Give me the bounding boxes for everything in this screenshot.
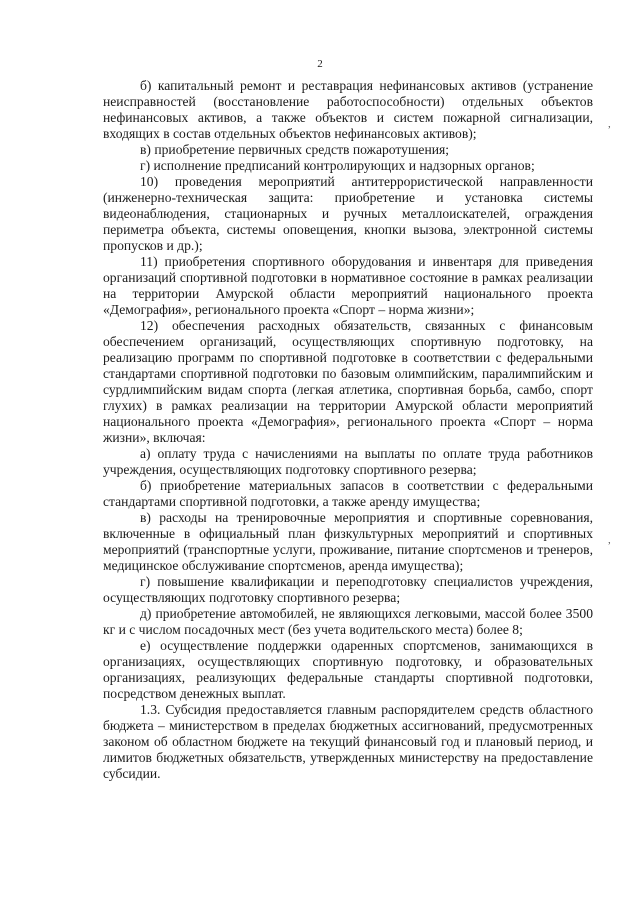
margin-mark: ,: [608, 118, 611, 130]
paragraph-10-antiterror: 10) проведения мероприятий антитеррористической направленности (инженерно-техническая защита: приобретение и установка системы видеонаблюдения, стационарных и ручных металлоискателей, ограждения периметра объекта, системы оповещения, кнопки вызова, электронной системы пропусков и др.);: [103, 174, 593, 253]
paragraph-e-athlete-support: е) осуществление поддержки одаренных спортсменов, занимающихся в организациях, осуществляющих спортивную подготовку, и образовательных организациях, реализующих федеральные стандарты спортивной подготовки, посредством денежных выплат.: [103, 638, 593, 701]
paragraph-d-vehicles: д) приобретение автомобилей, не являющихся легковыми, массой более 3500 кг и с числом посадочных мест (без учета водительского места) более 8;: [103, 606, 593, 637]
paragraph-v-training-events: в) расходы на тренировочные мероприятия и спортивные соревнования, включенные в официальный план физкультурных мероприятий и спортивных мероприятий (транспортные услуги, проживание, питание спортсменов и тренеров, медицинское обслуживание спортсменов, аренда имущества);: [103, 510, 593, 573]
margin-mark: ,: [608, 534, 611, 546]
page-number: 2: [317, 58, 323, 70]
paragraph-a-salaries: а) оплату труда с начислениями на выплаты по оплате труда работников учреждения, осуществляющих подготовку спортивного резерва;: [103, 446, 593, 477]
paragraph-b-capital-repair: б) капитальный ремонт и реставрация нефинансовых активов (устранение неисправностей (восстановление работоспособности) отдельных объектов нефинансовых активов, а также объектов и систем пожарной сигнализации, входящих в состав отдельных объектов нефинансовых активов);: [103, 78, 593, 141]
paragraph-11-sports-equipment: 11) приобретения спортивного оборудования и инвентаря для приведения организаций спортивной подготовки в нормативное состояние в рамках реализации на территории Амурской области мероприятий национального проекта «Демография», регионального проекта «Спорт – норма жизни»;: [103, 254, 593, 317]
paragraph-b-materials: б) приобретение материальных запасов в соответствии с федеральными стандартами спортивной подготовки, а также аренду имущества;: [103, 478, 593, 509]
document-body: [103, 78, 593, 782]
paragraph-12-expenditure: 12) обеспечения расходных обязательств, связанных с финансовым обеспечением организаций, осуществляющих спортивную подготовку, на реализацию программ по спортивной подготовке в соответствии с федеральными стандартами спортивной подготовки по базовым олимпийским, паралимпийским и сурдлимпийским видам спорта (легкая атлетика, спортивная борьба, самбо, спорт глухих) в рамках реализации на территории Амурской области мероприятий национального проекта «Демография», регионального проекта «Спорт – норма жизни», включая:: [103, 318, 593, 445]
paragraph-1-3-subsidy: 1.3. Субсидия предоставляется главным распорядителем средств областного бюджета – министерством в пределах бюджетных ассигнований, предусмотренных законом об областном бюджете на текущий финансовый год и плановый период, и лимитов бюджетных обязательств, утвержденных министерству на предоставление субсидии.: [103, 702, 593, 781]
paragraph-g-qualification: г) повышение квалификации и переподготовку специалистов учреждения, осуществляющих подготовку спортивного резерва;: [103, 574, 593, 605]
paragraph-v-fire-extinguishing: в) приобретение первичных средств пожаротушения;: [140, 142, 450, 157]
paragraph-g-inspection-orders: г) исполнение предписаний контролирующих и надзорных органов;: [140, 158, 535, 173]
